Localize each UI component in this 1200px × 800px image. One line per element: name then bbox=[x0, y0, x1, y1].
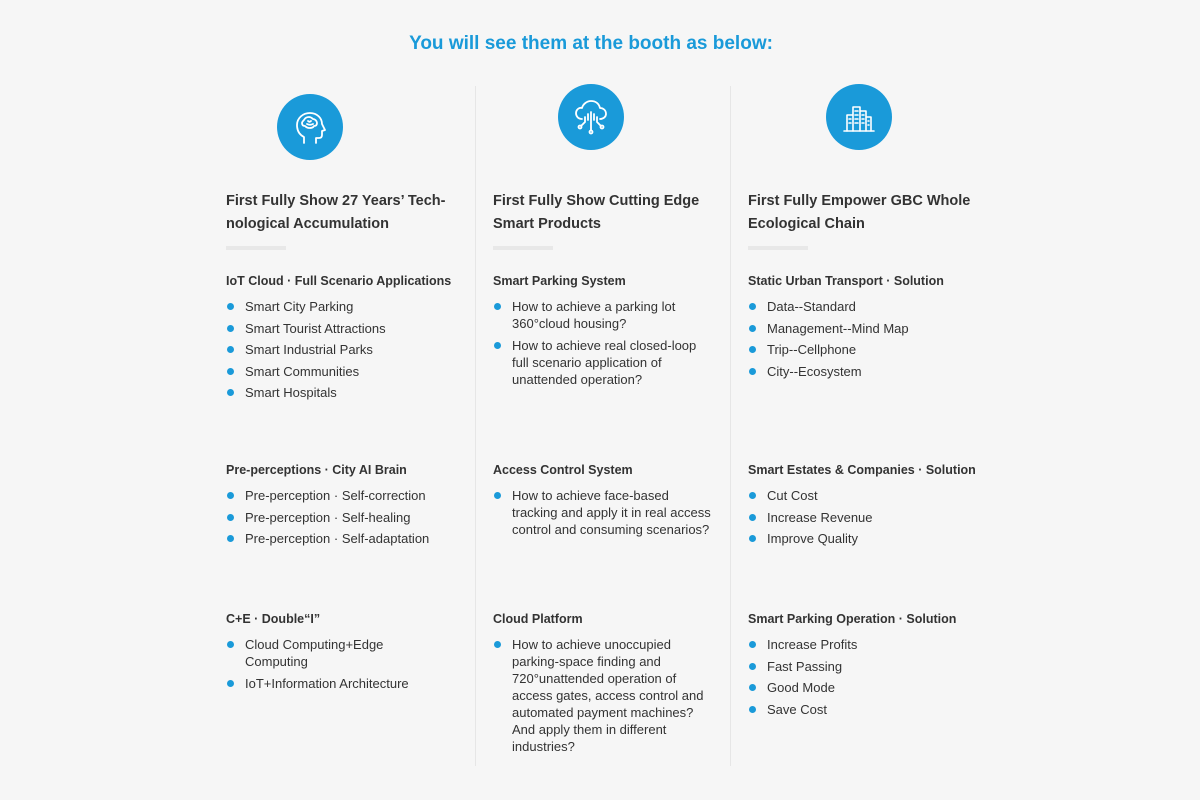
list-item: Save Cost bbox=[748, 701, 991, 718]
list-item: Data--Standard bbox=[748, 298, 991, 315]
list-item: IoT+Information Architecture bbox=[226, 675, 472, 692]
section-heading: Smart Parking Operation · Solution bbox=[748, 612, 957, 626]
list-item: Increase Revenue bbox=[748, 509, 991, 526]
section-heading: IoT Cloud · Full Scenario Applications bbox=[226, 274, 452, 288]
list-item: Trip--Cellphone bbox=[748, 341, 991, 358]
list-item: Improve Quality bbox=[748, 530, 991, 547]
section-heading: Smart Parking System bbox=[493, 274, 626, 288]
column-ecological-chain bbox=[730, 86, 991, 766]
brain-head-icon bbox=[277, 94, 343, 160]
list-item: Increase Profits bbox=[748, 636, 991, 653]
section-access-control bbox=[493, 461, 730, 543]
section-double-i bbox=[226, 610, 472, 696]
page-headline: You will see them at the booth as below: bbox=[409, 33, 773, 54]
section-heading: Access Control System bbox=[493, 463, 633, 477]
column-technology bbox=[226, 86, 472, 766]
list-item: Cut Cost bbox=[748, 487, 991, 504]
section-heading: Smart Estates & Companies · Solution bbox=[748, 463, 976, 477]
list-item: Pre-perception · Self-healing bbox=[226, 509, 472, 526]
list-item: Management--Mind Map bbox=[748, 320, 991, 337]
list-item: City--Ecosystem bbox=[748, 363, 991, 380]
column-products bbox=[475, 86, 730, 766]
section-heading: C+E · Double“I” bbox=[226, 612, 321, 626]
section-smart-estates bbox=[748, 461, 991, 552]
list-item: How to achieve unoccupied parking-space finding and 720°unattended operation of access gates, access control and automated payment machines? And apply them in different industries? bbox=[493, 636, 712, 755]
list-item: Smart Communities bbox=[226, 363, 472, 380]
column-title: First Fully Empower GBC Whole Ecological Chain bbox=[748, 193, 971, 232]
section-smart-parking bbox=[493, 272, 730, 392]
section-heading: Static Urban Transport · Solution bbox=[748, 274, 944, 288]
list-item: Good Mode bbox=[748, 679, 991, 696]
section-iot-cloud bbox=[226, 272, 472, 406]
section-pre-perceptions bbox=[226, 461, 472, 552]
divider bbox=[226, 246, 286, 250]
column-title: First Fully Show Cutting Edge Smart Products bbox=[493, 193, 700, 232]
cloud-network-icon bbox=[558, 84, 624, 150]
divider bbox=[493, 246, 553, 250]
list-item: Smart Tourist Attractions bbox=[226, 320, 472, 337]
list-item: Cloud Computing+Edge Computing bbox=[226, 636, 420, 670]
divider bbox=[748, 246, 808, 250]
list-item: Smart City Parking bbox=[226, 298, 472, 315]
list-item: How to achieve a parking lot 360°cloud housing? bbox=[493, 298, 697, 332]
list-item: Smart Hospitals bbox=[226, 384, 472, 401]
section-smart-parking-operation bbox=[748, 610, 991, 722]
list-item: How to achieve face-based tracking and apply it in real access control and consuming scenarios? bbox=[493, 487, 712, 538]
list-item: Fast Passing bbox=[748, 658, 991, 675]
list-item: How to achieve real closed-loop full scenario application of unattended operation? bbox=[493, 337, 697, 388]
list-item: Pre-perception · Self-adaptation bbox=[226, 530, 472, 547]
section-heading: Pre-perceptions · City AI Brain bbox=[226, 463, 407, 477]
list-item: Smart Industrial Parks bbox=[226, 341, 472, 358]
section-heading: Cloud Platform bbox=[493, 612, 583, 626]
section-cloud-platform bbox=[493, 610, 730, 760]
column-title: First Fully Show 27 Years’ Tech-nological Accumulation bbox=[226, 193, 446, 232]
section-static-urban-transport bbox=[748, 272, 991, 384]
list-item: Pre-perception · Self-correction bbox=[226, 487, 472, 504]
city-buildings-icon bbox=[826, 84, 892, 150]
